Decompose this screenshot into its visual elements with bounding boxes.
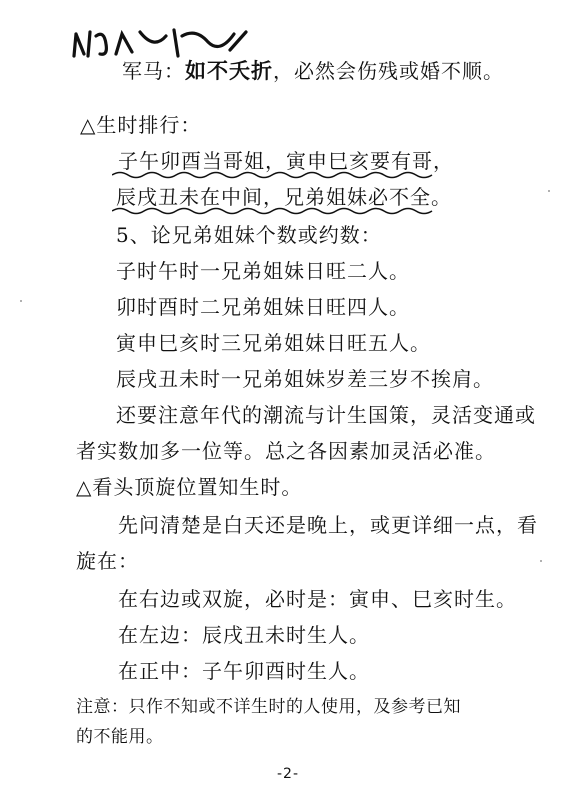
rule-4: 辰戌丑未时一兄弟姐妹岁差三岁不挨肩。 — [116, 367, 494, 391]
paragraph-1-line-1: 还要注意年代的潮流与计生国策，灵活变通或 — [116, 403, 536, 427]
paragraph-2-line-2: 旋在： — [76, 549, 139, 573]
rule-3: 寅申巳亥时三兄弟姐妹日旺五人。 — [116, 331, 431, 355]
verse-1a: 子午卯酉当哥姐， — [118, 149, 286, 173]
section-heading-head-whorl: △看头顶旋位置知生时。 — [76, 475, 303, 499]
position-left: 在左边：辰戌丑未时生人。 — [118, 623, 370, 647]
verse-1b: 寅申巳亥要有哥， — [286, 149, 454, 173]
underline-squiggle-2 — [112, 206, 442, 216]
note-line-1: 注意：只作不知或不详生时的人使用，及参考已知 — [76, 697, 461, 717]
verse-2a: 辰戌丑未在中间， — [116, 185, 284, 209]
paragraph-2-line-1: 先问清楚是白天还是晚上，或更详细一点，看 — [118, 513, 538, 537]
page-number: -2- — [276, 766, 299, 782]
top-prefix: 军马： — [122, 59, 185, 83]
note-line-2: 的不能用。 — [76, 727, 164, 747]
scan-speckle — [548, 190, 550, 192]
position-right: 在右边或双旋，必时是：寅申、巳亥时生。 — [118, 587, 517, 611]
underline-squiggle-1 — [112, 170, 442, 180]
scan-speckle — [540, 560, 542, 562]
rule-2: 卯时酉时二兄弟姐妹日旺四人。 — [116, 295, 410, 319]
top-emphasis: 如不夭折 — [185, 59, 273, 83]
verse-2b: 兄弟姐妹必不全。 — [284, 185, 452, 209]
position-center: 在正中：子午卯酉时生人。 — [118, 659, 370, 683]
cropped-handwriting-fragment — [70, 26, 250, 60]
scan-speckle — [20, 300, 22, 302]
top-line — [122, 58, 504, 84]
item-5-heading: 5、论兄弟姐妹个数或约数： — [116, 223, 382, 247]
top-rest: ，必然会伤残或婚不顺。 — [273, 59, 504, 83]
rule-1: 子时午时一兄弟姐妹日旺二人。 — [116, 259, 410, 283]
section-heading-birth-order: △生时排行： — [80, 113, 202, 137]
paragraph-1-line-2: 者实数加多一位等。总之各因素加灵活必准。 — [76, 439, 496, 463]
